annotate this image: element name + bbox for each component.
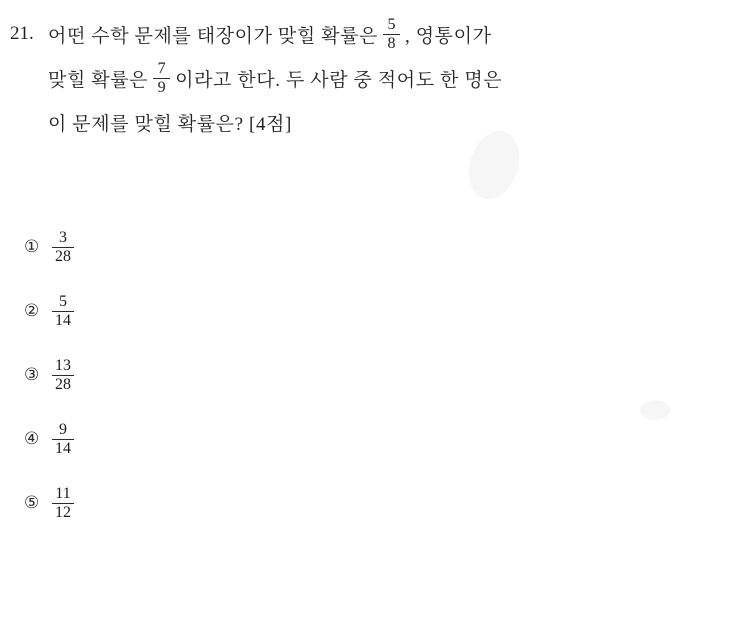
choice-fraction-4 [52, 422, 74, 457]
question-line-3-text: 이 문제를 맞힐 확률은? [4점] [48, 113, 292, 135]
choice-option-3[interactable] [24, 343, 324, 407]
fraction-denominator: 28 [55, 375, 71, 393]
paper-smudge-icon [640, 400, 670, 420]
question-number: 21. [10, 23, 34, 44]
question-line-3 [10, 100, 710, 144]
fraction-numerator: 9 [59, 420, 67, 438]
choice-fraction-3 [52, 358, 74, 393]
choice-fraction-2 [52, 294, 74, 329]
fraction-numerator: 5 [387, 15, 396, 33]
choice-list [24, 215, 324, 535]
fraction-numerator: 11 [55, 484, 71, 502]
fraction-denominator: 28 [55, 247, 71, 265]
question-line-1-prefix: 어떤 수학 문제를 태장이가 맞힐 확률은 [48, 25, 379, 47]
question-line-2-prefix: 맞힐 확률은 [48, 69, 149, 91]
fraction-denominator: 12 [55, 503, 71, 521]
fraction-denominator: 14 [55, 311, 71, 329]
choice-option-2[interactable] [24, 279, 324, 343]
question-line-2-text [48, 61, 502, 96]
fraction-numerator: 7 [157, 59, 166, 77]
choice-option-4[interactable] [24, 407, 324, 471]
fraction-denominator: 14 [55, 439, 71, 457]
fraction-denominator: 9 [157, 78, 166, 96]
choice-marker-1: ① [24, 237, 40, 257]
choice-option-1[interactable] [24, 215, 324, 279]
question-line-2 [10, 56, 710, 100]
choice-marker-5: ⑤ [24, 493, 40, 513]
choice-marker-2: ② [24, 301, 40, 321]
question-block [10, 12, 710, 144]
fraction-numerator: 13 [55, 356, 71, 374]
choice-marker-3: ③ [24, 365, 40, 385]
choice-marker-4: ④ [24, 429, 40, 449]
question-line-1-text [48, 17, 492, 52]
fraction-seven-ninths [153, 61, 170, 96]
choice-fraction-1 [52, 230, 74, 265]
choice-fraction-5 [52, 486, 74, 521]
fraction-numerator: 3 [59, 228, 67, 246]
fraction-denominator: 8 [387, 34, 396, 52]
question-line-1 [10, 12, 710, 56]
question-line-1-suffix: , 영통이가 [405, 25, 492, 47]
question-line-2-suffix: 이라고 한다. 두 사람 중 적어도 한 명은 [175, 69, 503, 91]
fraction-five-eighths [383, 17, 400, 52]
fraction-numerator: 5 [59, 292, 67, 310]
choice-option-5[interactable] [24, 471, 324, 535]
